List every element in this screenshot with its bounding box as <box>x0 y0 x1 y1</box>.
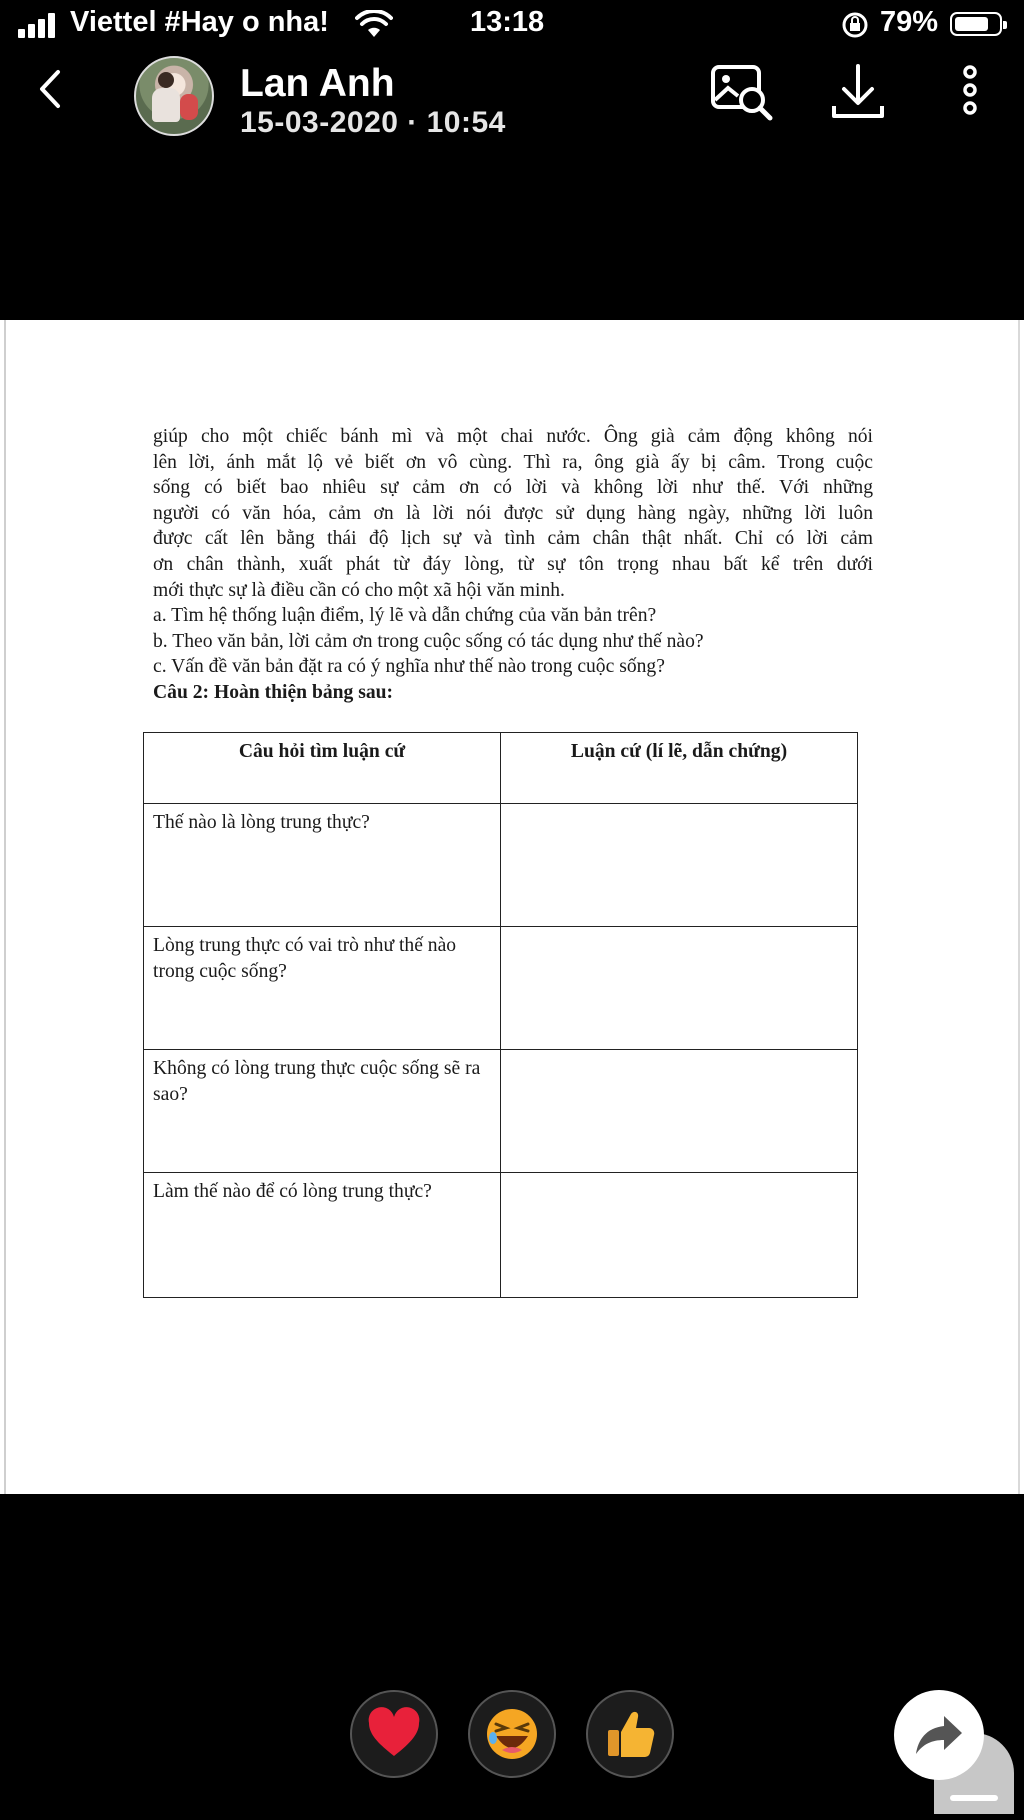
haha-reaction[interactable] <box>468 1690 556 1778</box>
table-cell <box>501 1173 858 1298</box>
heart-icon <box>366 1706 422 1762</box>
table-cell: Thế nào là lòng trung thực? <box>144 804 501 927</box>
table-header: Luận cứ (lí lẽ, dẫn chứng) <box>501 733 858 804</box>
like-reaction[interactable] <box>586 1690 674 1778</box>
document-text <box>153 424 873 706</box>
heart-reaction[interactable] <box>350 1690 438 1778</box>
thumbs-up-icon <box>602 1706 658 1762</box>
section-heading: Câu 2: Hoàn thiện bảng sau: <box>153 681 394 703</box>
clock: 13:18 <box>470 6 545 38</box>
document-image[interactable] <box>0 320 1024 1494</box>
table-header: Câu hỏi tìm luận cứ <box>144 733 501 804</box>
table-cell <box>501 927 858 1050</box>
status-bar <box>0 0 1024 52</box>
question-c: c. Vấn đề văn bản đặt ra có ý nghĩa như thế nào trong cuộc sống? <box>153 656 665 678</box>
battery-percent: 79% <box>880 6 939 38</box>
paragraph-line: sống có biết bao nhiêu sự cảm ơn có lời và không lời như thế. Với những <box>153 477 873 499</box>
table-cell: Không có lòng trung thực cuộc sống sẽ ra sao? <box>144 1050 501 1173</box>
table-cell: Làm thế nào để có lòng trung thực? <box>144 1173 501 1298</box>
question-a: a. Tìm hệ thống luận điểm, lý lẽ và dẫn chứng của văn bản trên? <box>153 605 657 627</box>
battery-fill <box>955 17 988 31</box>
laugh-face-icon <box>484 1706 540 1762</box>
paragraph-line: lên lời, ánh mắt lộ vẻ biết ơn vô cùng. Thì ra, ông già ấy bị câm. Trong cuộc <box>153 451 873 473</box>
cellular-signal-icon <box>18 12 62 38</box>
table-cell: Lòng trung thực có vai trò như thế nào trong cuộc sống? <box>144 927 501 1050</box>
image-search-icon[interactable] <box>710 62 774 124</box>
table-cell <box>501 1050 858 1173</box>
contact-name: Lan Anh <box>240 62 395 105</box>
message-timestamp: 15-03-2020 · 10:54 <box>240 106 506 139</box>
battery-icon <box>950 12 1002 36</box>
table-row <box>144 1050 858 1173</box>
back-icon[interactable] <box>30 62 70 116</box>
table-row <box>144 1173 858 1298</box>
wifi-icon <box>355 10 393 38</box>
paragraph-line: mới thực sự là điều cần có cho một xã hội văn minh. <box>153 579 565 601</box>
paragraph-line: giúp cho một chiếc bánh mì và một chai nước. Ông già cảm động không nói <box>153 426 873 447</box>
rotation-lock-icon <box>840 10 870 40</box>
paragraph-line: ơn chân thành, xuất phát từ đáy lòng, từ sự tôn trọng nhau bất kể trên dưới <box>153 553 873 575</box>
question-b: b. Theo văn bản, lời cảm ơn trong cuộc sống có tác dụng như thế nào? <box>153 630 704 652</box>
more-icon[interactable] <box>950 62 990 124</box>
answer-table <box>143 732 858 1298</box>
paragraph-line: người có văn hóa, cảm ơn là lời nói được sử dụng hàng ngày, những lời luôn <box>153 502 873 524</box>
table-row <box>144 804 858 927</box>
avatar[interactable] <box>134 56 214 136</box>
share-arrow-icon <box>914 1712 964 1758</box>
share-button[interactable] <box>894 1690 984 1780</box>
download-icon[interactable] <box>826 62 890 124</box>
table-cell <box>501 804 858 927</box>
carrier-name: Viettel #Hay o nha! <box>70 6 329 38</box>
paragraph-line: được cất lên bằng thái độ lịch sự và tình cảm chân thật nhất. Chỉ có lời cảm <box>153 528 873 550</box>
table-header-row <box>144 733 858 804</box>
table-row <box>144 927 858 1050</box>
